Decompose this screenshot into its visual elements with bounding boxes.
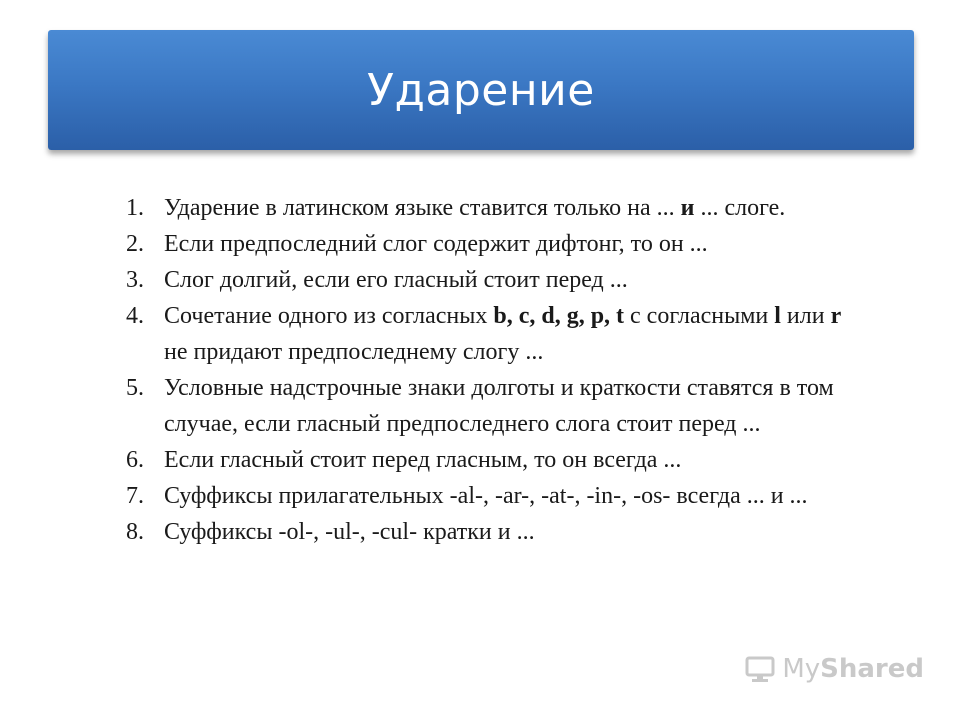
- bold-term: r: [830, 303, 842, 329]
- text-run: Сочетание одного из согласных: [164, 303, 494, 329]
- list-item-number: 1.: [126, 195, 144, 221]
- list-item: [126, 298, 846, 370]
- list-item: [126, 478, 846, 514]
- title-banner: [48, 30, 914, 150]
- bold-term: b, c, d, g, p, t: [493, 303, 625, 329]
- list-item-number: 4.: [126, 303, 144, 329]
- list-item-text: [164, 262, 846, 298]
- list-item-number: 3.: [126, 267, 144, 293]
- myshared-logo-icon: [744, 655, 776, 683]
- watermark-text-light: My: [782, 654, 821, 684]
- list-item-number: 8.: [126, 519, 144, 545]
- bold-term: и: [680, 195, 695, 221]
- list-item-text: [164, 478, 846, 514]
- list-item-text: [164, 514, 846, 550]
- list-item-text: [164, 442, 846, 478]
- slide-title: Ударение: [367, 64, 595, 116]
- list-item-text: [164, 226, 846, 262]
- watermark-text-bold: Shared: [820, 654, 924, 684]
- list-item: [126, 226, 846, 262]
- text-run: Условные надстрочные знаки долготы и краткости ставятся в том случае, если гласный предпоследнего слога стоит перед ...: [164, 375, 834, 437]
- list-item-text: [164, 190, 846, 226]
- list-item-number: 2.: [126, 231, 144, 257]
- text-run: или: [780, 303, 831, 329]
- text-run: Если гласный стоит перед гласным, то он всегда ...: [164, 447, 682, 473]
- text-run: не придают предпоследнему слогу ...: [164, 339, 544, 365]
- list-item: [126, 514, 846, 550]
- list-item-text: [164, 370, 846, 442]
- text-run: Ударение в латинском языке ставится только на ...: [164, 195, 681, 221]
- list-item-number: 5.: [126, 375, 144, 401]
- bold-term: l: [774, 303, 781, 329]
- text-run: Если предпоследний слог содержит дифтонг, то он ...: [164, 231, 708, 257]
- text-run: Слог долгий, если его гласный стоит перед ...: [164, 267, 628, 293]
- text-run: ... слоге.: [694, 195, 786, 221]
- list-item: [126, 262, 846, 298]
- list-item-number: 7.: [126, 483, 144, 509]
- list-item-text: [164, 298, 846, 370]
- list-item: [126, 370, 846, 442]
- watermark: [744, 654, 924, 684]
- exercise-list: [126, 190, 846, 550]
- list-item: [126, 442, 846, 478]
- list-item: [126, 190, 846, 226]
- text-run: Суффиксы -ol-, -ul-, -cul- кратки и ...: [164, 519, 535, 545]
- text-run: Суффиксы прилагательных -al-, -ar-, -at-, -in-, -os- всегда ... и ...: [164, 483, 808, 509]
- list-item-number: 6.: [126, 447, 144, 473]
- text-run: с согласными: [624, 303, 775, 329]
